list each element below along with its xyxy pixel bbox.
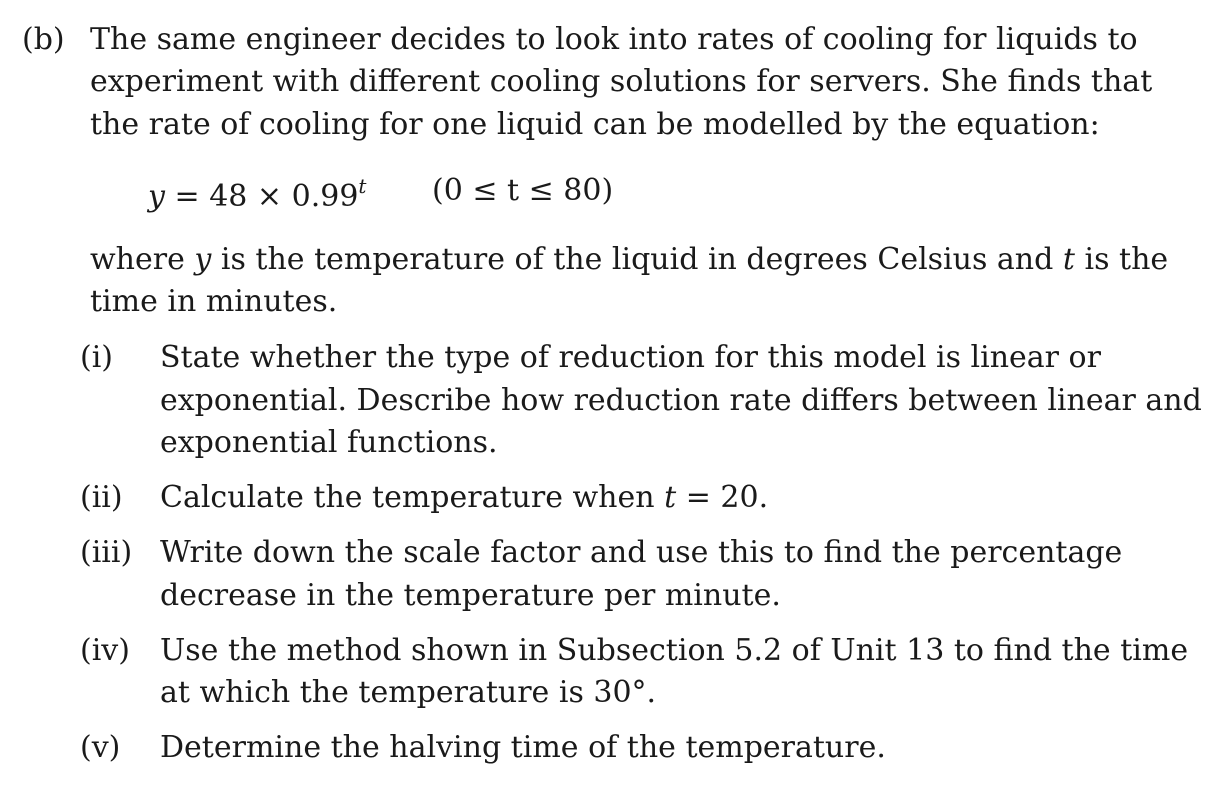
subpart-iii-line-1: Write down the scale factor and use this to find the percentage [160, 535, 1123, 570]
subpart-i-line-1: State whether the type of reduction for this model is linear or [160, 340, 1101, 375]
subpart-ii-line [160, 480, 769, 515]
equation-lhs: y [148, 179, 165, 214]
equation-times: × [256, 179, 283, 214]
where-var-t: t [1062, 242, 1075, 277]
subpart-i-label: (i) [80, 340, 114, 375]
where-line-2: time in minutes. [90, 284, 338, 319]
subpart-iii-label: (iii) [80, 535, 133, 570]
equation-exponent: t [358, 174, 367, 198]
intro-line-3: the rate of cooling for one liquid can be modelled by the equation: [90, 107, 1100, 142]
subpart-i-line-3: exponential functions. [160, 425, 498, 460]
subpart-ii-label: (ii) [80, 480, 123, 515]
subpart-v-label: (v) [80, 730, 121, 765]
subpart-i-line-2: exponential. Describe how reduction rate differs between linear and [160, 383, 1202, 418]
subpart-ii-value: = 20. [685, 480, 769, 515]
subpart-iv-line-2: at which the temperature is 30°. [160, 675, 657, 710]
subpart-v-line-1: Determine the halving time of the temperature. [160, 730, 886, 765]
equation-coefficient: 48 [209, 179, 248, 214]
subpart-ii-text: Calculate the temperature when [160, 480, 655, 515]
equation-domain: (0 ≤ t ≤ 80) [432, 173, 614, 208]
subpart-iii-line-2: decrease in the temperature per minute. [160, 578, 781, 613]
equation [148, 176, 366, 212]
where-text: is the temperature of the liquid in degrees Celsius and [220, 242, 1054, 277]
part-label: (b) [22, 22, 65, 57]
equation-base: 0.99 [291, 179, 359, 214]
where-word: where [90, 242, 185, 277]
subpart-ii-var-t: t [664, 480, 677, 515]
subpart-iv-label: (iv) [80, 633, 130, 668]
intro-line-1: The same engineer decides to look into rates of cooling for liquids to [90, 22, 1138, 57]
where-var-y: y [194, 242, 212, 277]
intro-line-2: experiment with different cooling solutions for servers. She finds that [90, 64, 1153, 99]
equation-equals: = [174, 179, 200, 214]
where-text-end: is the [1084, 242, 1169, 277]
where-line-1 [90, 242, 1169, 277]
subpart-iv-line-1: Use the method shown in Subsection 5.2 of Unit 13 to find the time [160, 633, 1189, 668]
